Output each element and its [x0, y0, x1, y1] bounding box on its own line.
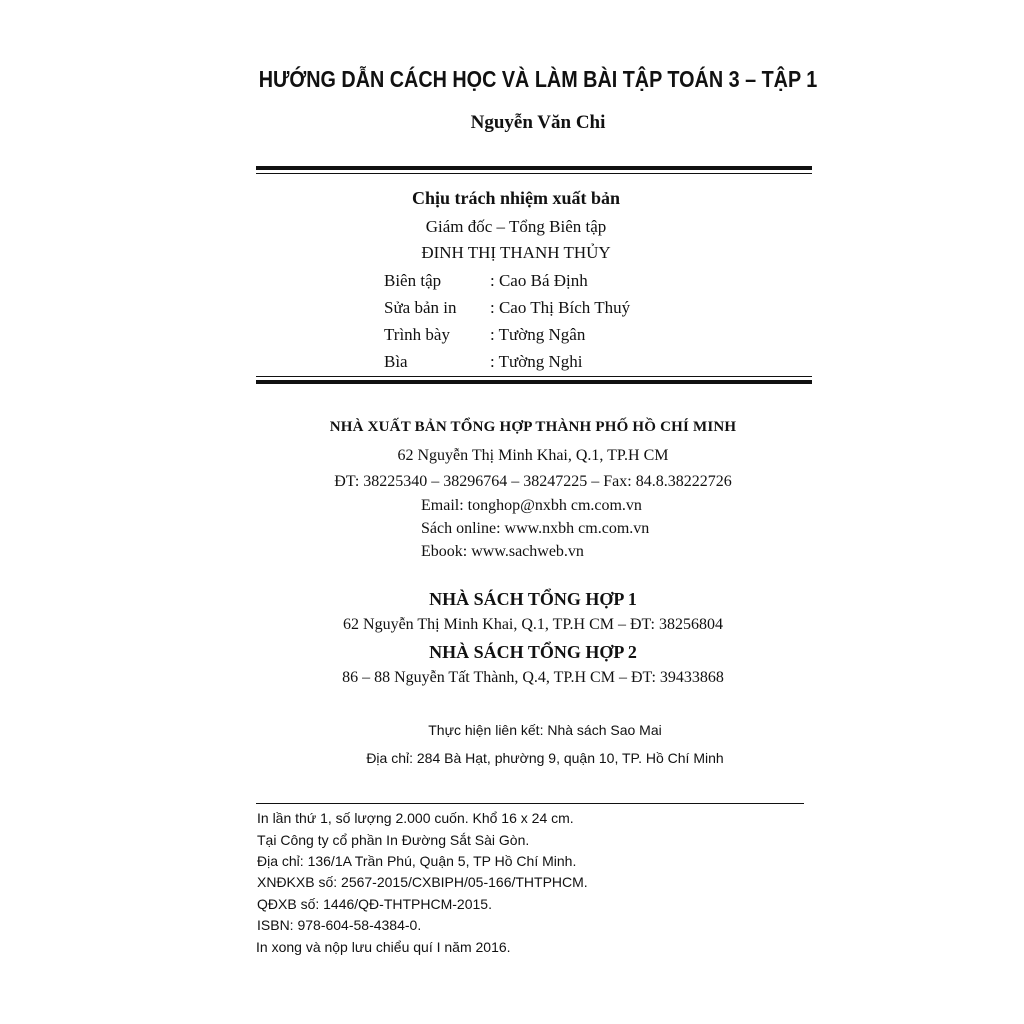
- printing-line-printer: Tại Công ty cổ phần In Đường Sắt Sài Gòn.: [257, 832, 530, 848]
- printing-line-isbn: ISBN: 978-604-58-4384-0.: [257, 917, 422, 933]
- publisher-online: Sách online: www.nxbh cm.com.vn: [421, 520, 650, 537]
- responsibility-heading: Chịu trách nhiệm xuất bản: [411, 188, 621, 208]
- publisher-email: Email: tonghop@nxbh cm.com.vn: [421, 497, 642, 514]
- printing-line-deposit: In xong và nộp lưu chiểu quí I năm 2016.: [256, 939, 511, 955]
- publisher-ebook: Ebook: www.sachweb.vn: [421, 543, 584, 560]
- top-rule-thick: [256, 166, 812, 170]
- book-title: HƯỚNG DẪN CÁCH HỌC VÀ LÀM BÀI TẬP TOÁN 3 – TẬP 1: [258, 66, 818, 92]
- store-2-name: NHÀ SÁCH TỔNG HỢP 2: [429, 642, 637, 662]
- store-1-name: NHÀ SÁCH TỔNG HỢP 1: [429, 589, 637, 609]
- staff-name-proofreader: : Cao Thị Bích Thuý: [490, 298, 631, 317]
- staff-role-proofreader: Sửa bản in: [384, 298, 457, 317]
- staff-role-cover: Bìa: [384, 352, 408, 371]
- partner-address: Địa chỉ: 284 Bà Hạt, phường 9, quận 10, TP. Hồ Chí Minh: [366, 750, 724, 766]
- printing-line-run: In lần thứ 1, số lượng 2.000 cuốn. Khổ 16 x 24 cm.: [257, 810, 574, 826]
- printing-line-address: Địa chỉ: 136/1A Trần Phú, Quận 5, TP Hồ Chí Minh.: [257, 853, 577, 869]
- middle-rule-thin: [256, 376, 812, 377]
- printing-line-decision: QĐXB số: 1446/QĐ-THTPHCM-2015.: [257, 896, 492, 912]
- printing-line-registration: XNĐKXB số: 2567-2015/CXBIPH/05-166/THTPHCM.: [257, 874, 588, 890]
- staff-role-layout: Trình bày: [384, 325, 450, 344]
- staff-name-layout: : Tường Ngân: [490, 325, 586, 344]
- author-name: Nguyễn Văn Chi: [470, 112, 606, 133]
- publisher-phone: ĐT: 38225340 – 38296764 – 38247225 – Fax: 84.8.38222726: [334, 473, 732, 490]
- staff-name-editor: : Cao Bá Định: [490, 271, 588, 290]
- responsibility-position: Giám đốc – Tổng Biên tập: [425, 217, 607, 236]
- staff-name-cover: : Tường Nghi: [490, 352, 583, 371]
- store-1-address: 62 Nguyễn Thị Minh Khai, Q.1, TP.H CM – ĐT: 38256804: [343, 616, 723, 633]
- staff-role-editor: Biên tập: [384, 271, 442, 290]
- top-rule-thin: [256, 173, 812, 174]
- store-2-address: 86 – 88 Nguyễn Tất Thành, Q.4, TP.H CM – ĐT: 39433868: [342, 669, 724, 686]
- responsibility-director: ĐINH THỊ THANH THỦY: [421, 243, 611, 262]
- publisher-address: 62 Nguyễn Thị Minh Khai, Q.1, TP.H CM: [397, 447, 669, 464]
- partner-line: Thực hiện liên kết: Nhà sách Sao Mai: [428, 722, 662, 738]
- publisher-name: NHÀ XUẤT BẢN TỔNG HỢP THÀNH PHỐ HỒ CHÍ MINH: [329, 419, 737, 435]
- middle-rule-thick: [256, 380, 812, 384]
- printing-rule: [256, 803, 804, 804]
